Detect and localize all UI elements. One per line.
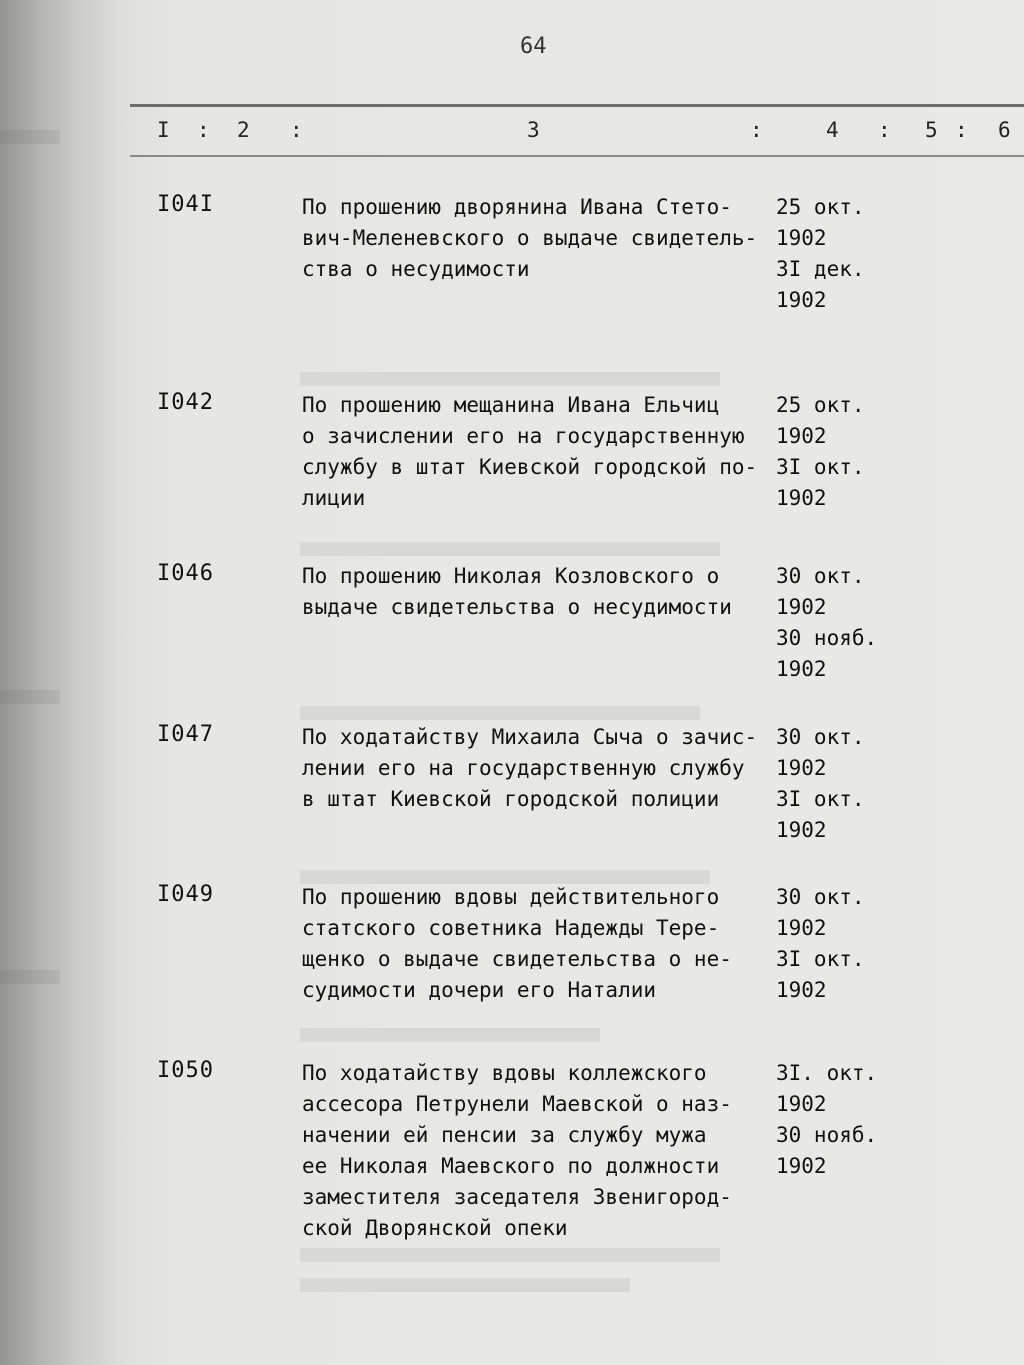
date-line: 30 окт. (776, 725, 865, 749)
column-separator: : (197, 118, 210, 142)
date-line: 1902 (776, 916, 827, 940)
description-line: начении ей пенсии за службу мужа (302, 1123, 707, 1147)
entry-dates (776, 1058, 877, 1182)
entry-description (302, 1058, 772, 1244)
description-line: вич-Меленевского о выдаче свидетель- (302, 226, 758, 250)
date-line: 1902 (776, 657, 827, 681)
description-line: лиции (302, 486, 366, 510)
date-line: 1902 (776, 1154, 827, 1178)
date-line: 1902 (776, 756, 827, 780)
date-line: 3I дек. (776, 257, 865, 281)
description-line: о зачислении его на государственную (302, 424, 745, 448)
column-header-2: 2 (237, 118, 250, 142)
description-line: По прошению дворянина Ивана Стето- (302, 195, 732, 219)
date-line: 1902 (776, 818, 827, 842)
date-line: 30 нояб. (776, 1123, 878, 1147)
date-line: 3I окт. (776, 947, 865, 971)
date-line: 1902 (776, 424, 827, 448)
header-bottom-rule (130, 155, 1024, 157)
header-top-rule (130, 104, 1024, 107)
description-line: щенко о выдаче свидетельства о не- (302, 947, 732, 971)
column-header-4: 4 (826, 118, 839, 142)
date-line: 1902 (776, 595, 827, 619)
description-line: статского советника Надежды Тере- (302, 916, 720, 940)
entry-description (302, 561, 772, 623)
entry-description (302, 192, 772, 285)
description-line: лении его на государственную службу (302, 756, 745, 780)
date-line: 3I окт. (776, 455, 865, 479)
date-line: 3I. окт. (776, 1061, 878, 1085)
entry-number: I047 (157, 722, 214, 747)
description-line: ства о несудимости (302, 257, 530, 281)
date-line: 1902 (776, 226, 827, 250)
date-line: 3I окт. (776, 787, 865, 811)
description-line: По ходатайству вдовы коллежского (302, 1061, 707, 1085)
description-line: службу в штат Киевской городской по- (302, 455, 758, 479)
date-line: 1902 (776, 486, 827, 510)
description-line: По ходатайству Михаила Сыча о зачис- (302, 725, 758, 749)
entry-dates (776, 390, 865, 514)
date-line: 25 окт. (776, 393, 865, 417)
entry-number: I042 (157, 390, 214, 415)
date-line: 1902 (776, 978, 827, 1002)
description-line: в штат Киевской городской полиции (302, 787, 720, 811)
column-separator: : (290, 118, 303, 142)
column-separator: : (878, 118, 891, 142)
description-line: заместителя заседателя Звенигород- (302, 1185, 732, 1209)
entry-number: I04I (157, 192, 214, 217)
column-separator: : (955, 118, 968, 142)
entry-dates (776, 722, 865, 846)
entry-dates (776, 882, 865, 1006)
description-line: судимости дочери его Наталии (302, 978, 657, 1002)
entry-description (302, 722, 772, 815)
column-header-5: 5 (925, 118, 938, 142)
entry-dates (776, 561, 877, 685)
description-line: По прошению Николая Козловского о (302, 564, 720, 588)
entry-number: I049 (157, 882, 214, 907)
entry-number: I050 (157, 1058, 214, 1083)
description-line: ассесора Петрунели Маевской о наз- (302, 1092, 732, 1116)
entry-dates (776, 192, 865, 316)
page-number: 64 (520, 34, 547, 59)
description-line: По прошению вдовы действительного (302, 885, 720, 909)
date-line: 25 окт. (776, 195, 865, 219)
column-header-6: 6 (998, 118, 1011, 142)
date-line: 30 нояб. (776, 626, 878, 650)
date-line: 1902 (776, 1092, 827, 1116)
description-line: ее Николая Маевского по должности (302, 1154, 720, 1178)
entry-description (302, 390, 772, 514)
description-line: ской Дворянской опеки (302, 1216, 568, 1240)
column-header-1: I (157, 118, 170, 142)
description-line: выдаче свидетельства о несудимости (302, 595, 732, 619)
date-line: 30 окт. (776, 885, 865, 909)
date-line: 1902 (776, 288, 827, 312)
column-header-3: 3 (527, 118, 540, 142)
column-separator: : (750, 118, 763, 142)
date-line: 30 окт. (776, 564, 865, 588)
description-line: По прошению мещанина Ивана Ельчиц (302, 393, 720, 417)
entry-description (302, 882, 772, 1006)
entry-number: I046 (157, 561, 214, 586)
